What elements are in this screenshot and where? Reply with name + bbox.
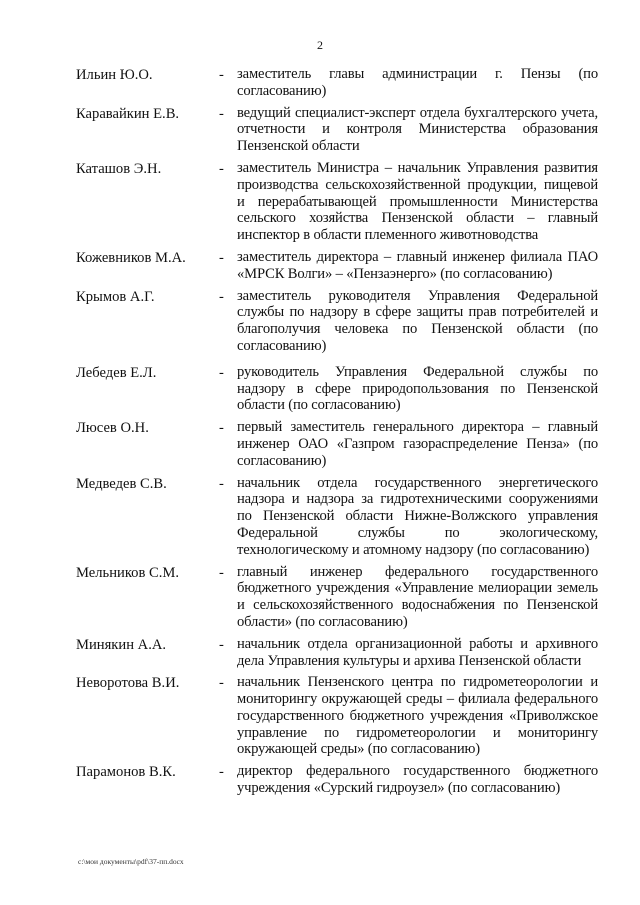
list-item	[76, 564, 598, 631]
list-item	[76, 66, 598, 100]
dash-separator: -	[219, 160, 224, 177]
list-item	[76, 249, 598, 283]
person-position: руководитель Управления Федеральной службы по надзору в сфере природопользования по Пензенской области (по согласованию)	[237, 363, 598, 414]
person-position: заместитель Министра – начальник Управления развития производства сельскохозяйственной продукции, пищевой и перерабатывающей промышленности Министерства сельского хозяйства Пензенской области – главный инспектор в области племенного животноводства	[237, 159, 598, 244]
person-name: Ильин Ю.О.	[76, 67, 153, 83]
list-item	[76, 419, 598, 469]
dash-separator: -	[219, 764, 224, 781]
list-item	[76, 160, 598, 244]
dash-separator: -	[219, 420, 224, 437]
file-path-footer: c:\мои документы\pdf\37-пп.docx	[78, 857, 184, 866]
person-name: Крымов А.Г.	[76, 288, 155, 305]
list-item	[76, 674, 598, 758]
person-name: Каташов Э.Н.	[76, 160, 162, 177]
person-name: Минякин А.А.	[76, 636, 167, 653]
list-item	[76, 364, 598, 414]
person-position: первый заместитель генерального директора – главный инженер ОАО «Газпром газораспределение Пенза» (по согласованию)	[237, 419, 598, 469]
person-name: Неворотова В.И.	[76, 675, 180, 692]
person-position: заместитель руководителя Управления Федеральной службы по надзору в сфере защиты прав потребителей и благополучия человека по Пензенской области (по согласованию)	[237, 287, 598, 354]
person-position: главный инженер федерального государственного бюджетного учреждения «Управление мелиорации земель и сельскохозяйственного водоснабжения по Пензенской области» (по согласованию)	[237, 563, 598, 630]
member-list	[76, 66, 598, 797]
person-name: Кожевников М.А.	[76, 249, 186, 266]
person-position: заместитель главы администрации г. Пензы (по согласованию)	[237, 66, 598, 99]
person-name: Люсев О.Н.	[76, 420, 149, 437]
person-name: Каравайкин Е.В.	[76, 105, 180, 122]
list-item	[76, 288, 598, 355]
person-name: Медведев С.В.	[76, 475, 167, 492]
dash-separator: -	[219, 475, 224, 492]
list-item	[76, 636, 598, 670]
person-name: Парамонов В.К.	[76, 764, 176, 781]
list-item	[76, 475, 598, 559]
person-position: директор федерального государственного бюджетного учреждения «Сурский гидроузел» (по согласованию)	[237, 763, 598, 797]
page-number: 2	[317, 38, 323, 52]
person-position: начальник отдела организационной работы и архивного дела Управления культуры и архива Пензенской области	[237, 635, 598, 669]
dash-separator: -	[219, 249, 224, 266]
person-name: Лебедев Е.Л.	[76, 364, 157, 381]
person-position: ведущий специалист-эксперт отдела бухгалтерского учета, отчетности и контроля Министерства образования Пензенской области	[237, 104, 598, 155]
list-item	[76, 763, 598, 797]
list-item	[76, 105, 598, 155]
person-position: начальник отдела государственного энергетического надзора и надзора за гидротехническими сооружениями по Пензенской области Нижне-Волжского управления Федеральной службы по экологическому, технологическому и атомному надзору (по согласованию)	[237, 474, 598, 558]
dash-separator: -	[219, 564, 224, 581]
person-position: заместитель директора – главный инженер филиала ПАО «МРСК Волги» – «Пензаэнерго» (по согласованию)	[237, 248, 598, 282]
person-name: Мельников С.М.	[76, 564, 180, 581]
person-position: начальник Пензенского центра по гидрометеорологии и мониторингу окружающей среды – филиала федерального государственного бюджетного учреждения «Приволжское управление по гидрометеорологии и мониторингу окружающей среды» (по согласованию)	[237, 674, 598, 758]
dash-separator: -	[219, 364, 224, 381]
dash-separator: -	[219, 636, 224, 653]
dash-separator: -	[219, 288, 224, 305]
dash-separator: -	[219, 67, 224, 83]
dash-separator: -	[219, 675, 224, 692]
dash-separator: -	[219, 105, 224, 122]
